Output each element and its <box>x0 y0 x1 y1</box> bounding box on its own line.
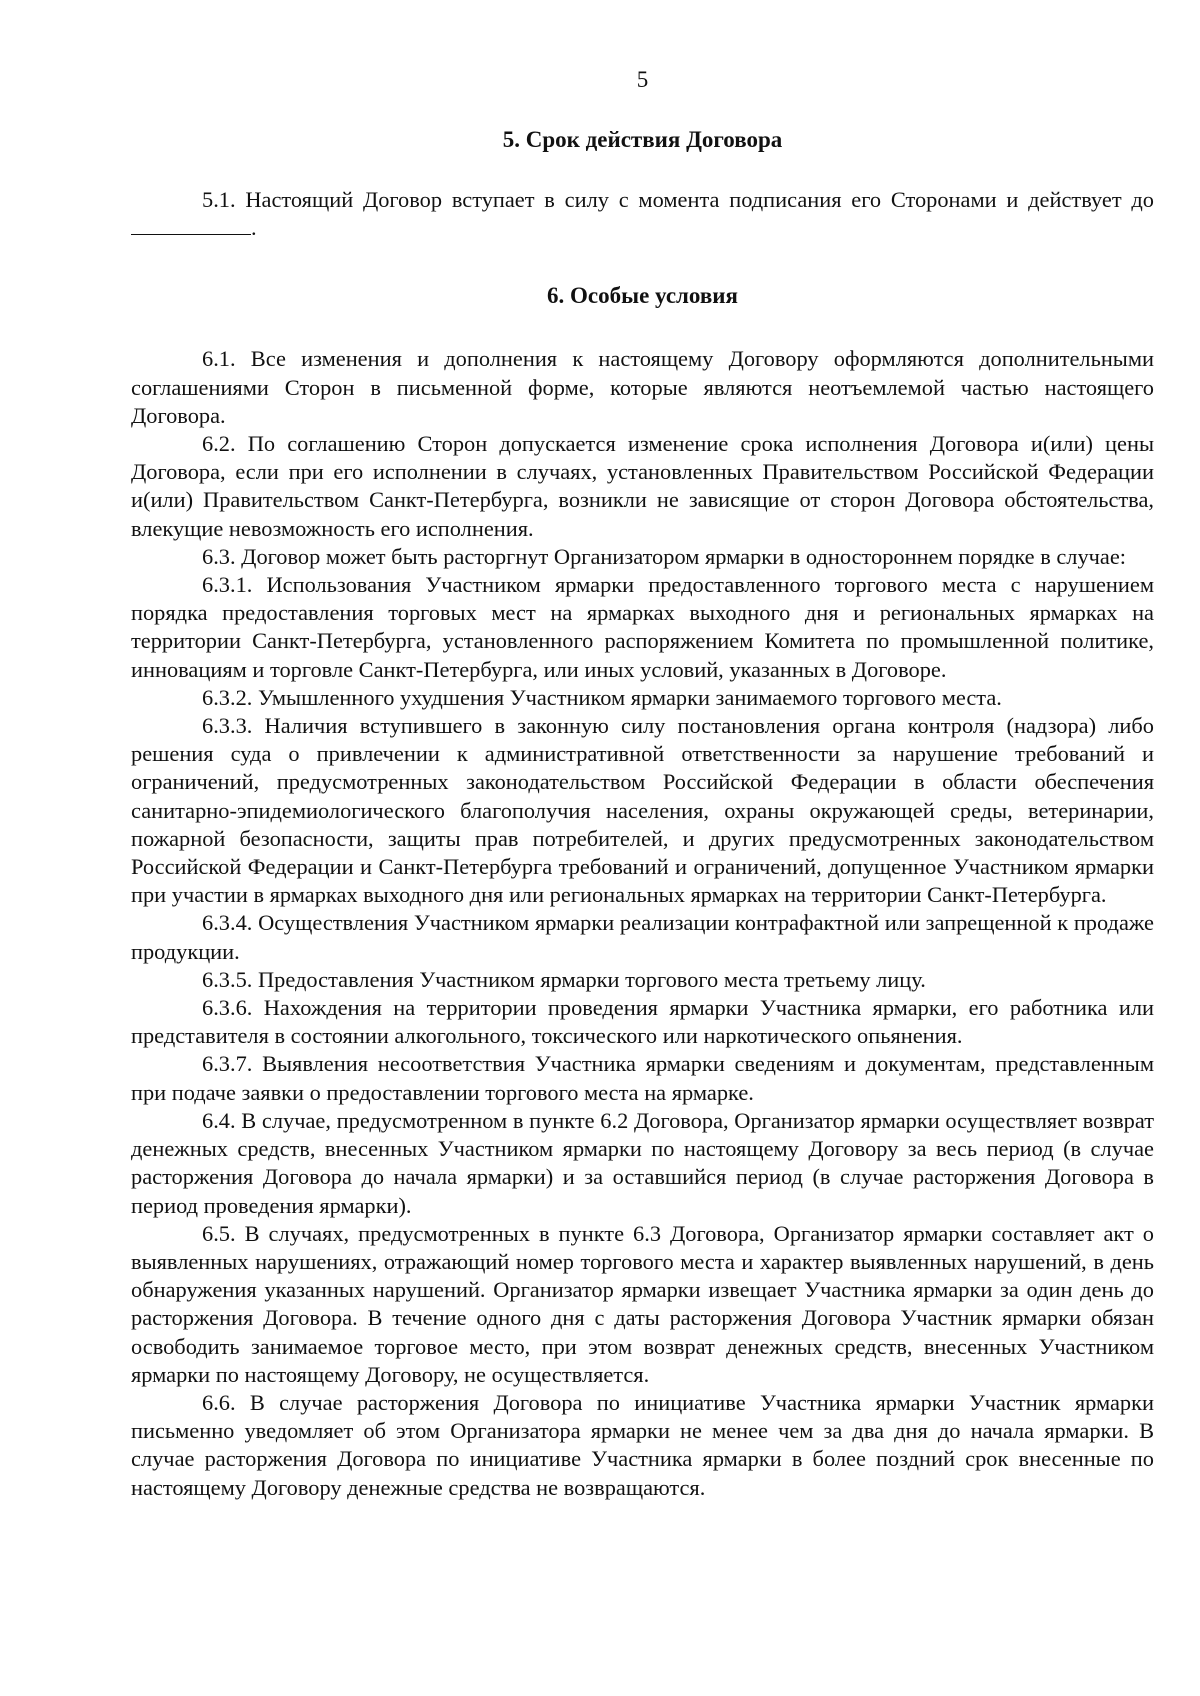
paragraph-6-5: 6.5. В случаях, предусмотренных в пункте 6.3 Договора, Организатор ярмарки составляет акт о выявленных нарушениях, отражающий номер торгового места и характер выявленных нарушений, в день обнаружения указанных нарушений. Организатор ярмарки извещает Участника ярмарки за один день до расторжения Договора. В течение одного дня с даты расторжения Договора Участник ярмарки обязан освободить занимаемое торговое место, при этом возврат денежных средств, внесенных Участником ярмарки по настоящему Договору, не осуществляется. <box>131 1220 1154 1387</box>
paragraph-6-3-4: 6.3.4. Осуществления Участником ярмарки реализации контрафактной или запрещенной к продаже продукции. <box>131 910 1154 964</box>
paragraph-6-3-7: 6.3.7. Выявления несоответствия Участника ярмарки сведениям и документам, представленным при подаче заявки о предоставлении торгового места на ярмарке. <box>131 1051 1154 1105</box>
paragraph-6-4: 6.4. В случае, предусмотренном в пункте 6.2 Договора, Организатор ярмарки осуществляет возврат денежных средств, внесенных Участником ярмарки по настоящему Договору за весь период (в случае расторжения Договора до начала ярмарки) и за оставшийся период (в случае расторжения Договора в период проведения ярмарки). <box>131 1107 1154 1218</box>
paragraph-6-6: 6.6. В случае расторжения Договора по инициативе Участника ярмарки Участник ярмарки письменно уведомляет об этом Организатора ярмарки не менее чем за два дня до начала ярмарки. В случае расторжения Договора по инициативе Участника ярмарки в более поздний срок внесенные по настоящему Договору денежные средства не возвращаются. <box>131 1389 1154 1500</box>
paragraph-6-3-3: 6.3.3. Наличия вступившего в законную силу постановления органа контроля (надзора) либо решения суда о привлечении к административной ответственности за нарушение требований и ограничений, предусмотренных законодательством Российской Федерации в области обеспечения санитарно-эпидемиологического благополучия населения, охраны окружающей среды, ветеринарии, пожарной безопасности, защиты прав потребителей, и других предусмотренных законодательством Российской Федерации и Санкт-Петербурга требований и ограничений, допущенное Участником ярмарки при участии в ярмарках выходного дня или региональных ярмарках на территории Санкт-Петербурга. <box>131 713 1154 908</box>
document-page <box>131 66 1154 1502</box>
paragraph-6-3-2: 6.3.2. Умышленного ухудшения Участником ярмарки занимаемого торгового места. <box>202 684 1002 710</box>
paragraph-6-2: 6.2. По соглашению Сторон допускается изменение срока исполнения Договора и(или) цены Договора, если при его исполнении в случаях, установленных Правительством Российской Федерации и(или) Правительством Санкт-Петербурга, возникли не зависящие от сторон Договора обстоятельства, влекущие невозможность его исполнения. <box>131 431 1154 541</box>
page-number: 5 <box>636 67 649 92</box>
paragraph-6-3-5: 6.3.5. Предоставления Участником ярмарки торгового места третьему лицу. <box>202 966 926 992</box>
paragraph-6-3-6: 6.3.6. Нахождения на территории проведения ярмарки Участника ярмарки, его работника или представителя в состоянии алкогольного, токсического или наркотического опьянения. <box>131 995 1154 1049</box>
section-5-title: 5. Срок действия Договора <box>502 127 783 152</box>
paragraph-5-1-text: 5.1. Настоящий Договор вступает в силу с момента подписания его Сторонами и действует до <box>202 187 1154 212</box>
paragraph-5-1 <box>131 186 1154 242</box>
date-blank-line <box>131 218 251 235</box>
paragraph-5-1-end: . <box>251 215 257 241</box>
paragraph-6-1: 6.1. Все изменения и дополнения к настоящему Договору оформляются дополнительными соглашениями Сторон в письменной форме, которые являются неотъемлемой частью настоящего Договора. <box>131 346 1154 428</box>
section-6-title: 6. Особые условия <box>547 283 738 309</box>
paragraph-6-3: 6.3. Договор может быть расторгнут Организатором ярмарки в одностороннем порядке в случае: <box>202 543 1127 569</box>
paragraph-6-3-1: 6.3.1. Использования Участником ярмарки предоставленного торгового места с нарушением порядка предоставления торговых мест на ярмарках выходного дня и региональных ярмарках на территории Санкт-Петербурга, установленного распоряжением Комитета по промышленной политике, инновациям и торговле Санкт-Петербурга, или иных условий, указанных в Договоре. <box>131 572 1154 682</box>
